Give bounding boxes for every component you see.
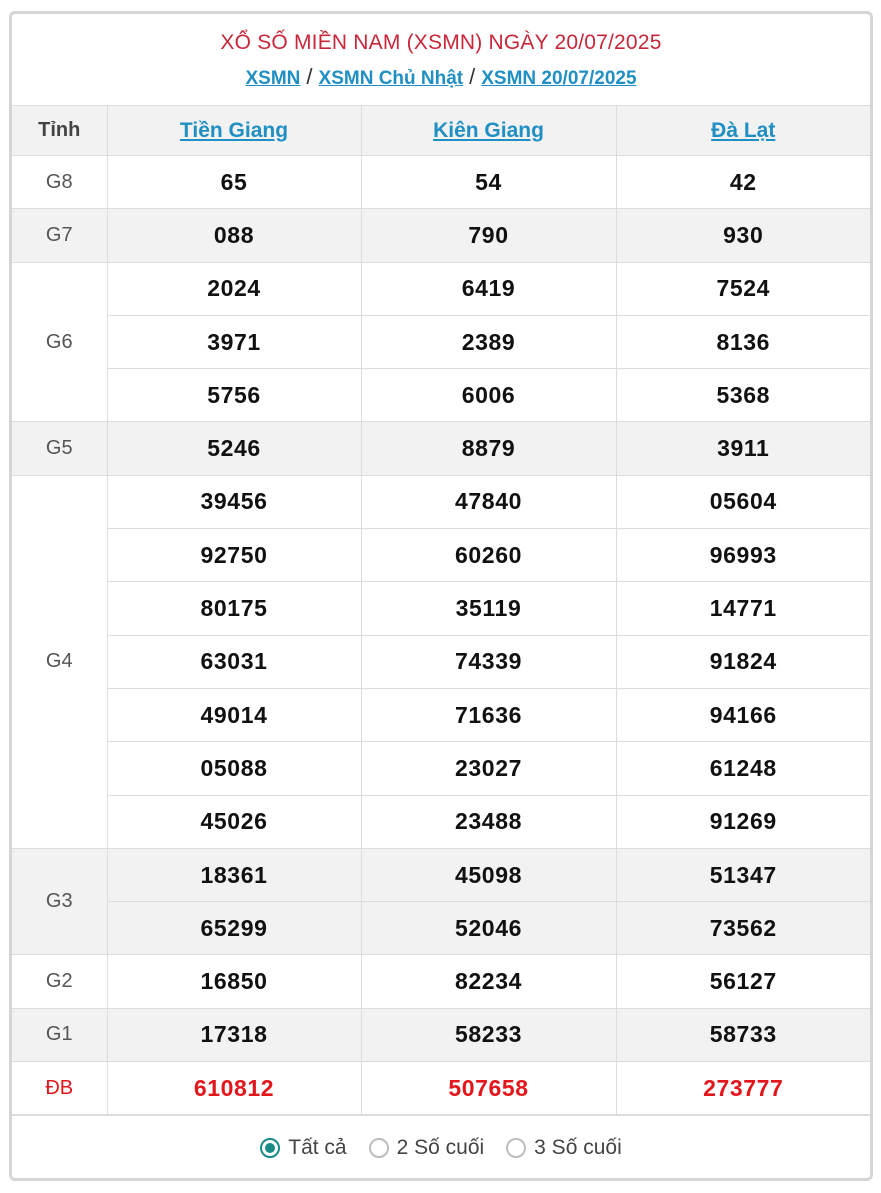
province-header-da-lat — [616, 106, 870, 156]
prize-number: 14771 — [616, 582, 870, 635]
prize-number: 65 — [107, 156, 361, 209]
table-row — [12, 1008, 870, 1061]
prize-number: 23488 — [361, 795, 616, 848]
prize-number: 16850 — [107, 955, 361, 1008]
prize-number: 35119 — [361, 582, 616, 635]
province-header-kien-giang — [361, 106, 616, 156]
special-prize-number: 273777 — [616, 1062, 870, 1115]
prize-number: 91269 — [616, 795, 870, 848]
province-column-header: Tỉnh — [12, 106, 107, 156]
prize-number: 49014 — [107, 688, 361, 741]
province-link-tien-giang[interactable]: Tiền Giang — [179, 118, 289, 142]
prize-number: 3971 — [107, 315, 361, 368]
prize-number: 74339 — [361, 635, 616, 688]
radio-icon[interactable] — [260, 1138, 280, 1158]
special-prize-number: 507658 — [361, 1062, 616, 1115]
prize-number: 05088 — [107, 742, 361, 795]
prize-number: 71636 — [361, 688, 616, 741]
table-row — [12, 475, 870, 528]
prize-number: 23027 — [361, 742, 616, 795]
prize-number: 60260 — [361, 529, 616, 582]
prize-label: G8 — [12, 156, 107, 209]
prize-number: 51347 — [616, 848, 870, 901]
prize-number: 42 — [616, 156, 870, 209]
table-row — [12, 955, 870, 1008]
province-header-tien-giang — [107, 106, 361, 156]
prize-number: 6419 — [361, 262, 616, 315]
prize-number: 96993 — [616, 529, 870, 582]
prize-number: 91824 — [616, 635, 870, 688]
prize-number: 05604 — [616, 475, 870, 528]
prize-label: G1 — [12, 1008, 107, 1061]
filter-option-all[interactable] — [260, 1136, 346, 1160]
prize-number: 2389 — [361, 315, 616, 368]
results-table — [12, 105, 870, 1115]
table-row — [12, 848, 870, 901]
prize-number: 45026 — [107, 795, 361, 848]
prize-number: 8879 — [361, 422, 616, 475]
filter-option-last-2[interactable] — [369, 1136, 485, 1160]
table-row — [12, 635, 870, 688]
table-row — [12, 1062, 870, 1115]
prize-number: 39456 — [107, 475, 361, 528]
province-link-da-lat[interactable]: Đà Lạt — [711, 118, 776, 142]
breadcrumb — [12, 64, 870, 92]
prize-label: G6 — [12, 262, 107, 422]
results-header — [12, 14, 870, 105]
prize-number: 58733 — [616, 1008, 870, 1061]
table-row — [12, 422, 870, 475]
table-row — [12, 902, 870, 955]
filter-option-label: 3 Số cuối — [534, 1135, 622, 1159]
table-row — [12, 369, 870, 422]
prize-number: 18361 — [107, 848, 361, 901]
province-link-kien-giang[interactable]: Kiên Giang — [433, 118, 544, 142]
prize-label: G5 — [12, 422, 107, 475]
prize-number: 3911 — [616, 422, 870, 475]
digit-filter — [12, 1115, 870, 1179]
prize-number: 2024 — [107, 262, 361, 315]
prize-number: 088 — [107, 209, 361, 262]
table-row — [12, 582, 870, 635]
prize-number: 47840 — [361, 475, 616, 528]
prize-number: 5756 — [107, 369, 361, 422]
prize-number: 92750 — [107, 529, 361, 582]
table-row — [12, 529, 870, 582]
table-row — [12, 742, 870, 795]
table-row — [12, 688, 870, 741]
page-title: XỔ SỐ MIỀN NAM (XSMN) NGÀY 20/07/2025 — [220, 31, 662, 54]
table-row — [12, 315, 870, 368]
prize-number: 63031 — [107, 635, 361, 688]
prize-label: G3 — [12, 848, 107, 955]
prize-number: 82234 — [361, 955, 616, 1008]
radio-icon[interactable] — [369, 1138, 389, 1158]
breadcrumb-link-xsmn[interactable]: XSMN — [245, 68, 301, 89]
prize-number: 56127 — [616, 955, 870, 1008]
breadcrumb-separator: / — [469, 64, 476, 89]
filter-option-label: Tất cả — [288, 1135, 347, 1159]
table-row — [12, 262, 870, 315]
table-row — [12, 795, 870, 848]
prize-number: 80175 — [107, 582, 361, 635]
prize-number: 5246 — [107, 422, 361, 475]
filter-option-last-3[interactable] — [506, 1136, 622, 1160]
prize-number: 8136 — [616, 315, 870, 368]
results-panel — [9, 11, 873, 1181]
prize-number: 930 — [616, 209, 870, 262]
prize-number: 5368 — [616, 369, 870, 422]
prize-number: 58233 — [361, 1008, 616, 1061]
breadcrumb-separator: / — [306, 64, 313, 89]
prize-number: 6006 — [361, 369, 616, 422]
prize-label: G7 — [12, 209, 107, 262]
radio-icon[interactable] — [506, 1138, 526, 1158]
prize-number: 52046 — [361, 902, 616, 955]
results-body — [12, 156, 870, 1115]
breadcrumb-link-weekday[interactable]: XSMN Chủ Nhật — [318, 68, 464, 89]
prize-number: 54 — [361, 156, 616, 209]
prize-number: 73562 — [616, 902, 870, 955]
prize-number: 65299 — [107, 902, 361, 955]
prize-label: G2 — [12, 955, 107, 1008]
special-prize-number: 610812 — [107, 1062, 361, 1115]
prize-number: 17318 — [107, 1008, 361, 1061]
prize-label: ĐB — [12, 1062, 107, 1115]
prize-number: 94166 — [616, 688, 870, 741]
filter-option-label: 2 Số cuối — [396, 1135, 485, 1159]
prize-number: 45098 — [361, 848, 616, 901]
breadcrumb-link-date[interactable]: XSMN 20/07/2025 — [481, 68, 637, 89]
prize-number: 790 — [361, 209, 616, 262]
table-header-row — [12, 106, 870, 156]
prize-number: 7524 — [616, 262, 870, 315]
prize-number: 61248 — [616, 742, 870, 795]
prize-label: G4 — [12, 475, 107, 848]
table-row — [12, 156, 870, 209]
table-row — [12, 209, 870, 262]
